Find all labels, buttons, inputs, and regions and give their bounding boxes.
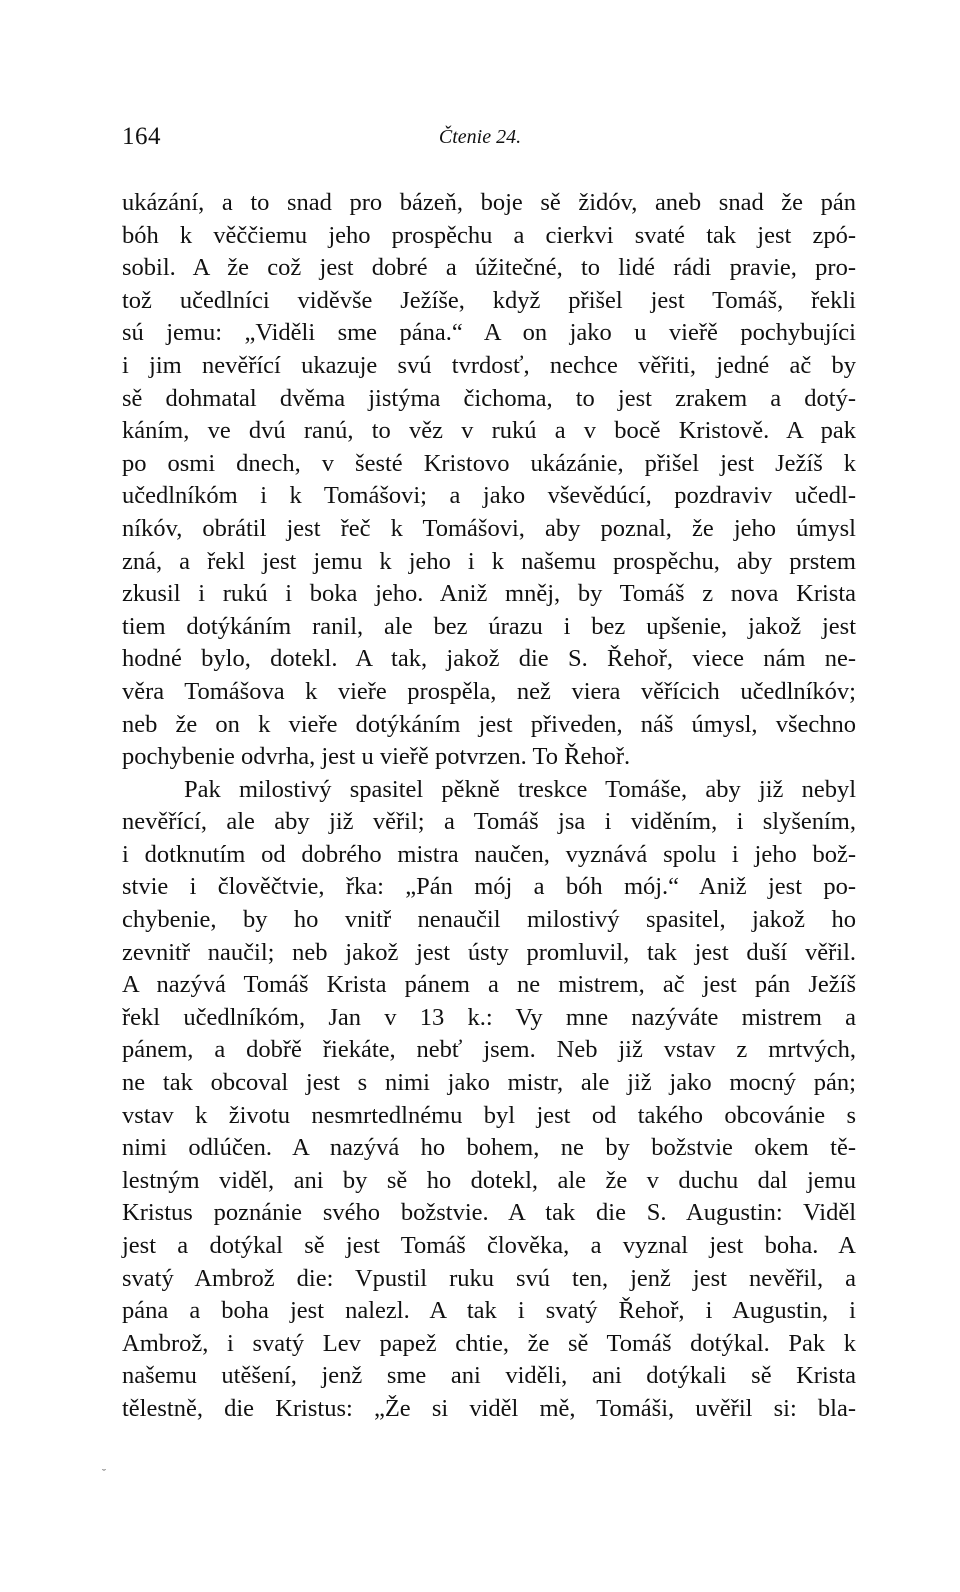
text-line: pánem, a dobřě řiekáte, nebť jsem. Neb již vstav z mrtvých, — [122, 1036, 856, 1064]
text-line: káním, ve dvú ranú, to věz v rukú a v bocě Kristově. A pak — [122, 417, 856, 445]
print-speck: ˘ — [102, 1466, 106, 1480]
text-line: pána a boha jest nalezl. A tak i svatý Řehoř, i Augustin, i — [122, 1297, 856, 1325]
text-line: Ambrož, i svatý Lev papež chtie, že sě Tomáš dotýkal. Pak k — [122, 1329, 856, 1357]
text-line: ukázání, a to snad pro bázeň, boje sě židóv, aneb snad že pán — [122, 189, 856, 216]
text-line: jest a dotýkal sě jest Tomáš člověka, a vyznal jest boha. A — [122, 1232, 856, 1259]
text-line: lestným viděl, ani by sě ho dotekl, ale že v duchu dal jemu — [122, 1166, 856, 1194]
text-line: bóh k věččiemu jeho prospěchu a cierkvi svaté tak jest zpó- — [122, 221, 856, 249]
text-line: stvie i člověčtvie, řka: „Pán mój a bóh mój.“ Aniž jest po- — [122, 873, 856, 901]
text-line: sobil. A že což jest dobré a úžitečné, to lidé rádi pravie, pro- — [122, 254, 856, 282]
paragraph-first-line: Pak milostivý spasitel pěkně treskce Tomáše, aby již nebyl — [184, 775, 856, 803]
text-line: sú jemu: „Viděli sme pána.“ A on jako u vieřě pochybujíci — [122, 319, 856, 347]
text-line: ne tak obcoval jest s nimi jako mistr, ale již jako mocný pán; — [122, 1069, 856, 1097]
text-line: zkusil i rukú i boka jeho. Aniž mněj, by Tomáš z nova Krista — [122, 580, 856, 608]
text-line: věra Tomášova k vieře prospěla, než viera věřícich učedlníkóv; — [122, 677, 856, 705]
body-text — [122, 187, 856, 1426]
text-line: vstav k životu nesmrtedlnému byl jest od takého obcovánie s — [122, 1101, 856, 1129]
text-line: A nazývá Tomáš Krista pánem a ne mistrem, ač jest pán Ježíš — [122, 971, 856, 999]
text-line: po osmi dnech, v šesté Kristovo ukázánie, přišel jest Ježíš k — [122, 449, 856, 477]
text-line: nevěřící, ale aby již věřil; a Tomáš jsa i viděním, i slyšením, — [122, 808, 856, 836]
text-line: neb že on k vieře dotýkáním jest přiveden, náš úmysl, všechno — [122, 710, 856, 738]
text-line: i dotknutím od dobrého mistra naučen, vyznává spolu i jeho bož- — [122, 840, 856, 868]
text-line: učedlníkóm i k Tomášovi; a jako vševědúcí, pozdraviv učedl- — [122, 482, 856, 510]
text-line: svatý Ambrož die: Vpustil ruku svú ten, jenž jest nevěřil, a — [122, 1264, 856, 1292]
text-line: nimi odlúčen. A nazývá ho bohem, ne by božstvie okem tě- — [122, 1134, 856, 1162]
text-line: zevnitř naučil; neb jakož jest ústy promluvil, tak jest duší věřil. — [122, 938, 856, 966]
text-line: řekl učedlníkóm, Jan v 13 k.: Vy mne nazýváte mistrem a — [122, 1003, 856, 1031]
text-line: Kristus poznánie svého božstvie. A tak die S. Augustin: Viděl — [122, 1199, 856, 1227]
text-line: i jim nevěřící ukazuje svú tvrdosť, nechce věřiti, jedné ač by — [122, 351, 856, 379]
text-line: tiem dotýkáním ranil, ale bez úrazu i bez upšenie, jakož jest — [122, 612, 856, 640]
text-line: sě dohmatal dvěma jistýma čichoma, to jest zrakem a dotý- — [122, 384, 856, 412]
text-line: zná, a řekl jest jemu k jeho i k našemu prospěchu, aby prstem — [122, 547, 856, 575]
text-line: tělestně, die Kristus: „Že si viděl mě, Tomáši, uvěřil si: bla- — [122, 1394, 856, 1422]
running-head: Čtenie 24. — [438, 126, 522, 148]
text-line: níkóv, obrátil jest řeč k Tomášovi, aby poznal, že jeho úmysl — [122, 514, 856, 542]
text-line: chybenie, by ho vnitř nenaučil milostivý spasitel, jakož ho — [122, 906, 856, 934]
text-line: našemu utěšení, jenž sme ani viděli, ani dotýkali sě Krista — [122, 1362, 856, 1390]
text-line: hodné bylo, dotekl. A tak, jakož die S. Řehoř, viece nám ne- — [122, 645, 856, 673]
page-number: 164 — [122, 123, 161, 150]
paragraph-last-line: pochybenie odvrha, jest u vieřě potvrzen. To Řehoř. — [122, 743, 631, 771]
text-line: tož učedlníci viděvše Ježíše, když přišel jest Tomáš, řekli — [122, 286, 856, 314]
